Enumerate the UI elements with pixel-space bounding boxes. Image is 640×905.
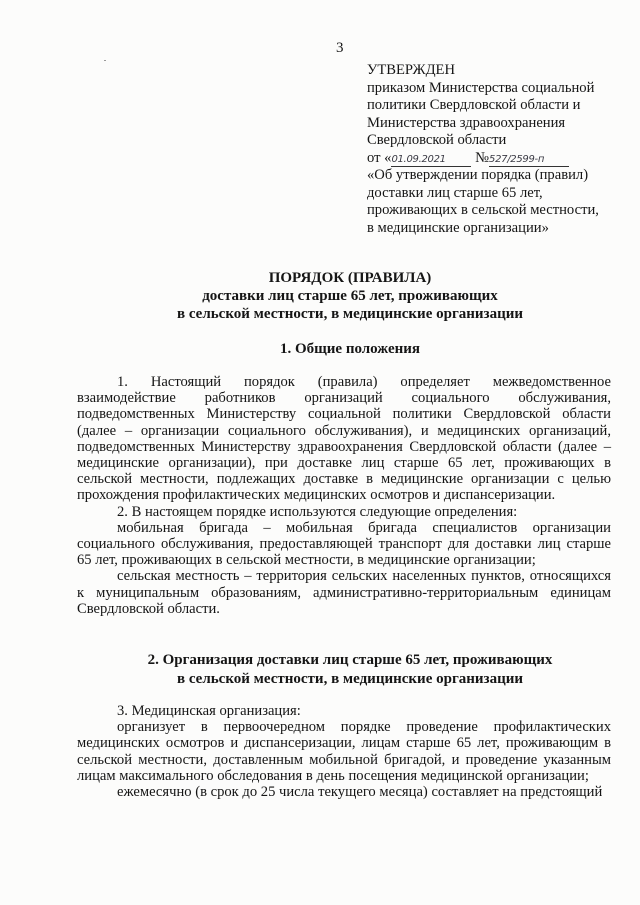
handwritten-number: 527/2599-п <box>489 154 569 167</box>
approval-line: Министерства здравоохранения <box>367 114 566 131</box>
paragraph: организует в первоочередном порядке проведение профилактических медицинских осмотров и диспансеризации, лицам старше 65 лет, проживающим в сельской местности, доставленным мобильной бригадой, и проведение указанным лицам максимального обследования в день посещения медицинской организации; <box>77 719 611 784</box>
paragraph: мобильная бригада – мобильная бригада специалистов организации социального обслуживания, предоставляющей транспорт для доставки лиц старше 65 лет, проживающих в сельской местности, в медицинские организации; <box>77 519 611 569</box>
approval-line: Свердловской области <box>367 132 507 148</box>
title-line: в сельской местности, в медицинские организации <box>176 306 524 322</box>
approval-heading: УТВЕРЖДЕН <box>367 62 455 78</box>
approval-line: политики Свердловской области и <box>367 97 581 113</box>
section-2-heading-line: в сельской местности, в медицинские организации <box>176 670 524 687</box>
title-line: доставки лиц старше 65 лет, проживающих <box>202 288 498 304</box>
approval-date-row <box>367 150 629 168</box>
paragraph: сельская местность – территория сельских населенных пунктов, относящихся к муниципальным образованиям, административно-территориальным единицам Свердловской области. <box>77 568 611 617</box>
section-2-body <box>77 703 611 800</box>
approval-stamp <box>367 62 629 237</box>
section-1-heading: 1. Общие положения <box>279 341 421 357</box>
handwritten-date: 01.09.2021 <box>391 154 471 167</box>
section-1-body <box>77 374 611 617</box>
number-prefix: № <box>475 149 490 166</box>
paragraph: 2. В настоящем порядке используются следующие определения: <box>117 503 518 520</box>
page-number: 3 <box>336 40 344 56</box>
approval-quote-line: доставки лиц старше 65 лет, <box>367 184 543 201</box>
section-2-heading-line: 2. Организация доставки лиц старше 65 лет, проживающих <box>147 652 553 668</box>
date-prefix: от « <box>367 149 392 166</box>
title-line: ПОРЯДОК (ПРАВИЛА) <box>268 270 432 286</box>
paragraph: ежемесячно (в срок до 25 числа текущего месяца) составляет на предстоящий <box>117 784 603 801</box>
approval-quote-line: проживающих в сельской местности, <box>367 202 599 218</box>
scan-speck <box>104 60 106 61</box>
approval-quote-line: «Об утверждении порядка (правил) <box>367 167 589 183</box>
approval-line: приказом Министерства социальной <box>367 79 595 96</box>
paragraph: 3. Медицинская организация: <box>117 703 301 719</box>
section-2-heading <box>80 651 620 688</box>
approval-quote-line: в медицинские организации» <box>367 219 549 236</box>
paragraph: 1. Настоящий порядок (правила) определяет межведомственное взаимодействие работников организаций социального обслуживания, подведомственных Министерству социальной политики Свердловской области (далее – организации социального обслуживания), и медицинских организаций, подведомственных Министерству здравоохранения Свердловской области (далее – медицинские организации), при доставке лиц старше 65 лет, проживающих в сельской местности, подлежащих доставке в медицинские организации с целью прохождения профилактических медицинских осмотров и диспансеризации. <box>77 374 611 504</box>
document-title <box>80 269 620 323</box>
